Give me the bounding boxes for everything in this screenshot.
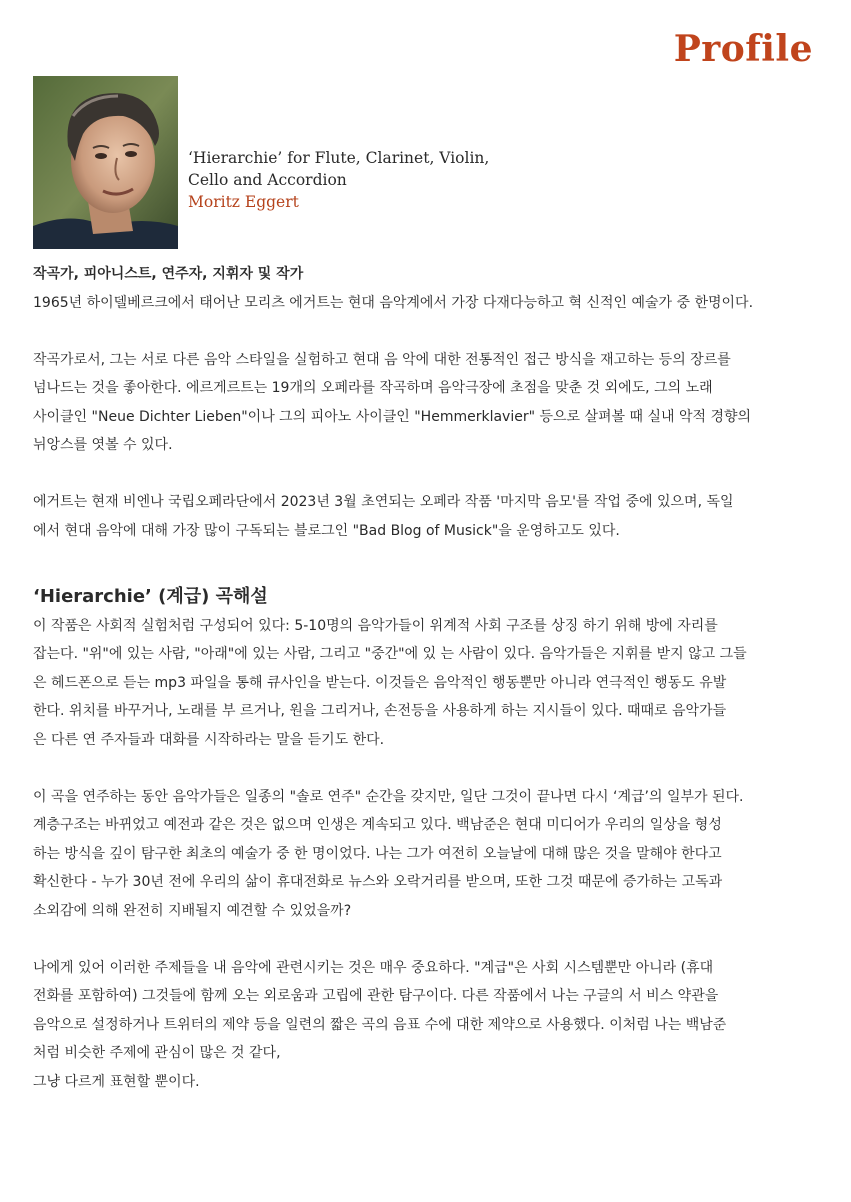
commentary-heading: ‘Hierarchie’ (계급) 곡해설 <box>33 585 268 607</box>
work-title-line-1: ‘Hierarchie’ for Flute, Clarinet, Violin, <box>188 149 490 167</box>
commentary-p1-line: 한다. 위치를 바꾸거나, 노래를 부 르거나, 원을 그리거나, 손전등을 사용하게 하는 지시들이 있다. 때때로 음악가들 <box>33 703 727 719</box>
bio-paragraph-3 <box>33 488 823 545</box>
bio-p3-line: 에서 현대 음악에 대해 가장 많이 구독되는 블로그인 "Bad Blog of Musick"을 운영하고도 있다. <box>33 522 620 539</box>
work-title-line-2: Cello and Accordion <box>188 171 347 189</box>
paragraph-gap <box>33 545 823 574</box>
commentary-p1-line: 은 헤드폰으로 듣는 mp3 파일을 통해 큐사인을 받는다. 이것들은 음악적인 행동뿐만 아니라 연극적인 행동도 유발 <box>33 674 727 691</box>
paragraph-gap <box>33 925 823 954</box>
commentary-p1-line: 이 작품은 사회적 실험처럼 구성되어 있다: 5-10명의 음악가들이 위계적 사회 구조를 상징 하기 위해 방에 자리를 <box>33 617 718 634</box>
paragraph-gap <box>33 460 823 489</box>
bio-p2-line: 작곡가로서, 그는 서로 다른 음악 스타일을 실험하고 현대 음 악에 대한 전통적인 접근 방식을 재고하는 등의 장르를 <box>33 351 731 368</box>
bio-subtitle: 작곡가, 피아니스트, 연주자, 지휘자 및 작가 <box>33 266 304 282</box>
composer-name: Moritz Eggert <box>188 193 299 211</box>
commentary-paragraph-1 <box>33 612 823 755</box>
work-info <box>188 147 608 213</box>
bio-paragraph-2 <box>33 346 823 460</box>
commentary-p3-line: 그냥 다르게 표현할 뿐이다. <box>33 1073 200 1090</box>
composer-portrait <box>33 76 178 249</box>
bio-intro: 1965년 하이델베르크에서 태어난 모리츠 에거트는 현대 음악계에서 가장 다재다능하고 혁 신적인 예술가 중 한명이다. <box>33 294 754 311</box>
commentary-p2-line: 하는 방식을 깊이 탐구한 최초의 예술가 중 한 명이었다. 나는 그가 여전히 오늘날에 대해 많은 것을 말해야 한다고 <box>33 845 722 862</box>
commentary-p3-line: 음악으로 설정하거나 트위터의 제약 등을 일련의 짧은 곡의 음표 수에 대한 제약으로 사용했다. 이처럼 나는 백남준 <box>33 1016 727 1033</box>
paragraph-gap <box>33 754 823 783</box>
bio-p2-line: 사이클인 "Neue Dichter Lieben"이나 그의 피아노 사이클인 "Hemmerklavier" 등으로 살펴볼 때 실내 악적 경향의 <box>33 408 752 425</box>
commentary-p2-line: 이 곡을 연주하는 동안 음악가들은 일종의 "솔로 연주" 순간을 갖지만, 일단 그것이 끝나면 다시 ‘계급’의 일부가 된다. <box>33 788 744 805</box>
bio-p2-line: 뉘앙스를 엿볼 수 있다. <box>33 437 173 453</box>
commentary-paragraph-2 <box>33 783 823 926</box>
commentary-paragraph-3 <box>33 954 823 1097</box>
paragraph-gap <box>33 317 823 346</box>
bio-p3-line: 에거트는 현재 비엔나 국립오페라단에서 2023년 3월 초연되는 오페라 작품 '마지막 음모'를 작업 중에 있으며, 독일 <box>33 494 734 510</box>
commentary-p2-line: 확신한다 - 누가 30년 전에 우리의 삶이 휴대전화로 뉴스와 오락거리를 받으며, 또한 그것 때문에 증가하는 고독과 <box>33 874 723 890</box>
commentary-p2-line: 소외감에 의해 완전히 지배될지 예견할 수 있었을까? <box>33 902 352 919</box>
profile-heading: Profile <box>673 28 813 70</box>
portrait-image <box>33 76 178 249</box>
commentary-p3-line: 전화를 포함하여) 그것들에 함께 오는 외로움과 고립에 관한 탐구이다. 다른 작품에서 나는 구글의 서 비스 약관을 <box>33 988 719 1004</box>
commentary-p3-line: 처럼 비슷한 주제에 관심이 많은 것 같다, <box>33 1045 281 1061</box>
main-content <box>33 260 823 1096</box>
bio-p2-line: 넘나드는 것을 좋아한다. 에르게르트는 19개의 오페라를 작곡하며 음악극장에 초점을 맞춘 것 외에도, 그의 노래 <box>33 380 713 396</box>
commentary-p3-line: 나에게 있어 이러한 주제들을 내 음악에 관련시키는 것은 매우 중요하다. "계급"은 사회 시스템뿐만 아니라 (휴대 <box>33 959 714 976</box>
commentary-p1-line: 잡는다. "위"에 있는 사람, "아래"에 있는 사람, 그리고 "중간"에 있 는 사람이 있다. 음악가들은 지휘를 받지 않고 그들 <box>33 646 747 662</box>
commentary-p2-line: 계층구조는 바뀌었고 예전과 같은 것은 없으며 인생은 계속되고 있다. 백남준은 현대 미디어가 우리의 일상을 형성 <box>33 817 722 833</box>
commentary-p1-line: 은 다른 연 주자들과 대화를 시작하라는 말을 듣기도 한다. <box>33 731 385 748</box>
